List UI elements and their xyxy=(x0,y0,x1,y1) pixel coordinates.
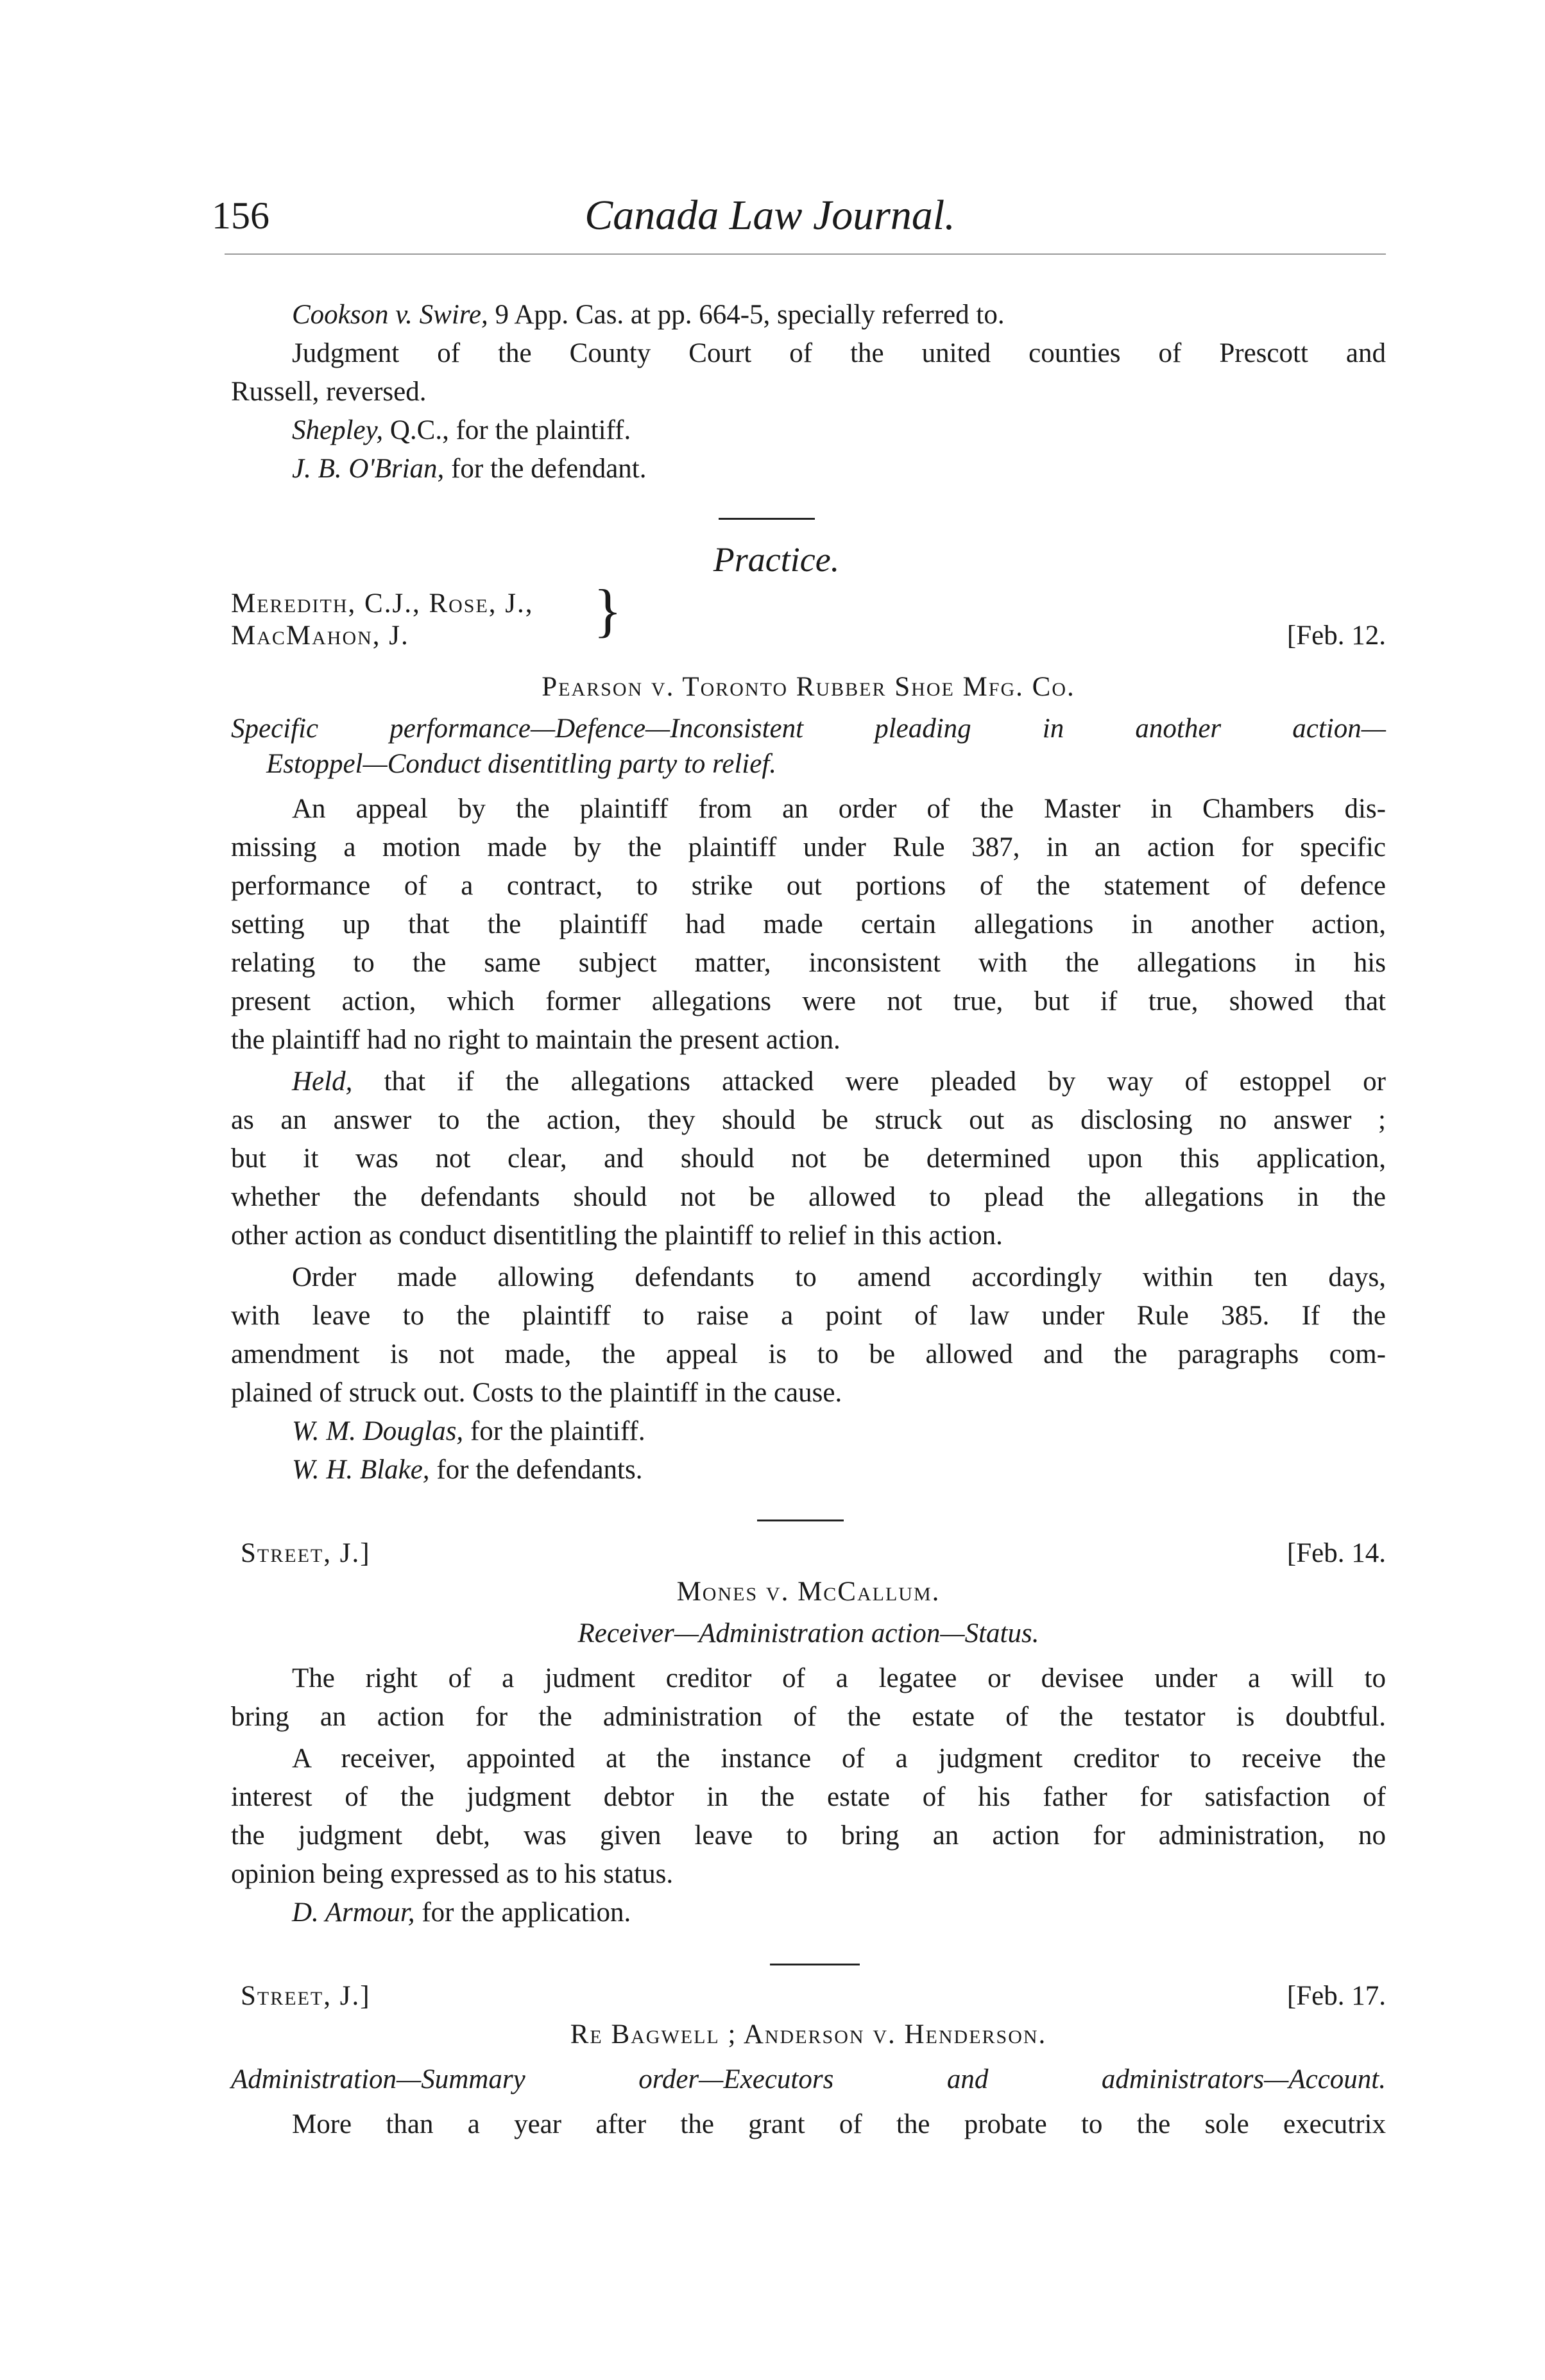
practice-date: [Feb. 12. xyxy=(1286,621,1386,651)
practice-catchwords-2: Estoppel—Conduct disentitling party to relief. xyxy=(266,749,777,779)
practice-p1-line-6: present action, which former allegations were not true, but if true, showed that xyxy=(231,986,1386,1016)
mones-judge: Street, J.] xyxy=(241,1538,371,1568)
practice-p2-line-1: Held, that if the allegations attacked were pleaded by way of estoppel or xyxy=(292,1066,1387,1097)
practice-p1-line-3: performance of a contract, to strike out portions of the statement of defence xyxy=(231,871,1386,901)
mones-case-title: Mones v. McCallum. xyxy=(676,1577,941,1607)
practice-case-title: Pearson v. Toronto Rubber Shoe Mfg. Co. xyxy=(542,672,1075,702)
practice-p2-line-4: whether the defendants should not be allowed to plead the allegations in the xyxy=(231,1182,1386,1212)
practice-counsel-2: W. H. Blake, for the defendants. xyxy=(292,1455,643,1485)
running-title: Canada Law Journal. xyxy=(585,192,955,239)
mones-p2-line-4: opinion being expressed as to his status. xyxy=(231,1859,674,1889)
mones-catchwords: Receiver—Administration action—Status. xyxy=(577,1618,1039,1648)
bagwell-judge: Street, J.] xyxy=(241,1981,371,2011)
practice-catchwords-1: Specific performance—Defence—Inconsistent pleading in another action— xyxy=(231,714,1386,744)
case1-line-2: Judgment of the County Court of the united counties of Prescott and xyxy=(292,338,1386,368)
bagwell-p1-line-1: More than a year after the grant of the probate to the sole executrix xyxy=(292,2109,1386,2139)
section-rule-3 xyxy=(770,1964,860,1965)
mones-p2-line-2: interest of the judgment debtor in the estate of his father for satisfaction of xyxy=(231,1782,1386,1812)
practice-p2-line-5: other action as conduct disentitling the plaintiff to relief in this action. xyxy=(231,1220,1003,1251)
case1-line-1: Cookson v. Swire, 9 App. Cas. at pp. 664-5, specially referred to. xyxy=(292,300,1005,330)
mones-date: [Feb. 14. xyxy=(1286,1538,1386,1568)
practice-p1-line-2: missing a motion made by the plaintiff under Rule 387, in an action for specific xyxy=(231,832,1386,862)
practice-p1-line-7: the plaintiff had no right to maintain the present action. xyxy=(231,1025,841,1055)
practice-p2-line-2: as an answer to the action, they should be struck out as disclosing no answer ; xyxy=(231,1105,1386,1135)
page-number: 156 xyxy=(212,194,269,237)
bagwell-case-title: Re Bagwell ; Anderson v. Henderson. xyxy=(570,2019,1047,2050)
practice-p2-line-3: but it was not clear, and should not be determined upon this application, xyxy=(231,1143,1386,1174)
bagwell-catchwords: Administration—Summary order—Executors and administrators—Account. xyxy=(231,2064,1386,2094)
section-heading-practice: Practice. xyxy=(713,540,840,579)
case1-counsel-2: J. B. O'Brian, for the defendant. xyxy=(292,454,647,484)
bagwell-date: [Feb. 17. xyxy=(1286,1981,1386,2011)
practice-counsel-1: W. M. Douglas, for the plaintiff. xyxy=(292,1416,645,1446)
mones-p2-line-1: A receiver, appointed at the instance of a judgment creditor to receive the xyxy=(292,1743,1386,1774)
section-rule-2 xyxy=(757,1520,844,1521)
mones-p1-line-1: The right of a judment creditor of a legatee or devisee under a will to xyxy=(292,1663,1386,1693)
header-rule xyxy=(225,253,1386,255)
practice-p3-line-4: plained of struck out. Costs to the plaintiff in the cause. xyxy=(231,1378,842,1408)
practice-p1-line-4: setting up that the plaintiff had made certain allegations in another action, xyxy=(231,909,1386,939)
judges-brace: } xyxy=(593,578,622,643)
practice-p1-line-1: An appeal by the plaintiff from an order of the Master in Chambers dis- xyxy=(292,794,1386,824)
case1-line-3: Russell, reversed. xyxy=(231,377,427,407)
mones-p2-line-3: the judgment debt, was given leave to bring an action for administration, no xyxy=(231,1820,1386,1851)
practice-p3-line-1: Order made allowing defendants to amend accordingly within ten days, xyxy=(292,1262,1386,1292)
practice-judges-line-2: MacMahon, J. xyxy=(231,621,409,651)
section-rule-1 xyxy=(719,518,815,520)
mones-counsel: D. Armour, for the application. xyxy=(292,1897,631,1928)
case1-counsel-1: Shepley, Q.C., for the plaintiff. xyxy=(292,415,631,445)
mones-p1-line-2: bring an action for the administration of the estate of the testator is doubtful. xyxy=(231,1702,1386,1732)
practice-p3-line-2: with leave to the plaintiff to raise a point of law under Rule 385. If the xyxy=(231,1301,1386,1331)
practice-judges-line-1: Meredith, C.J., Rose, J., xyxy=(231,588,534,619)
practice-p3-line-3: amendment is not made, the appeal is to be allowed and the paragraphs com- xyxy=(231,1339,1386,1369)
practice-p1-line-5: relating to the same subject matter, inconsistent with the allegations in his xyxy=(231,948,1386,978)
